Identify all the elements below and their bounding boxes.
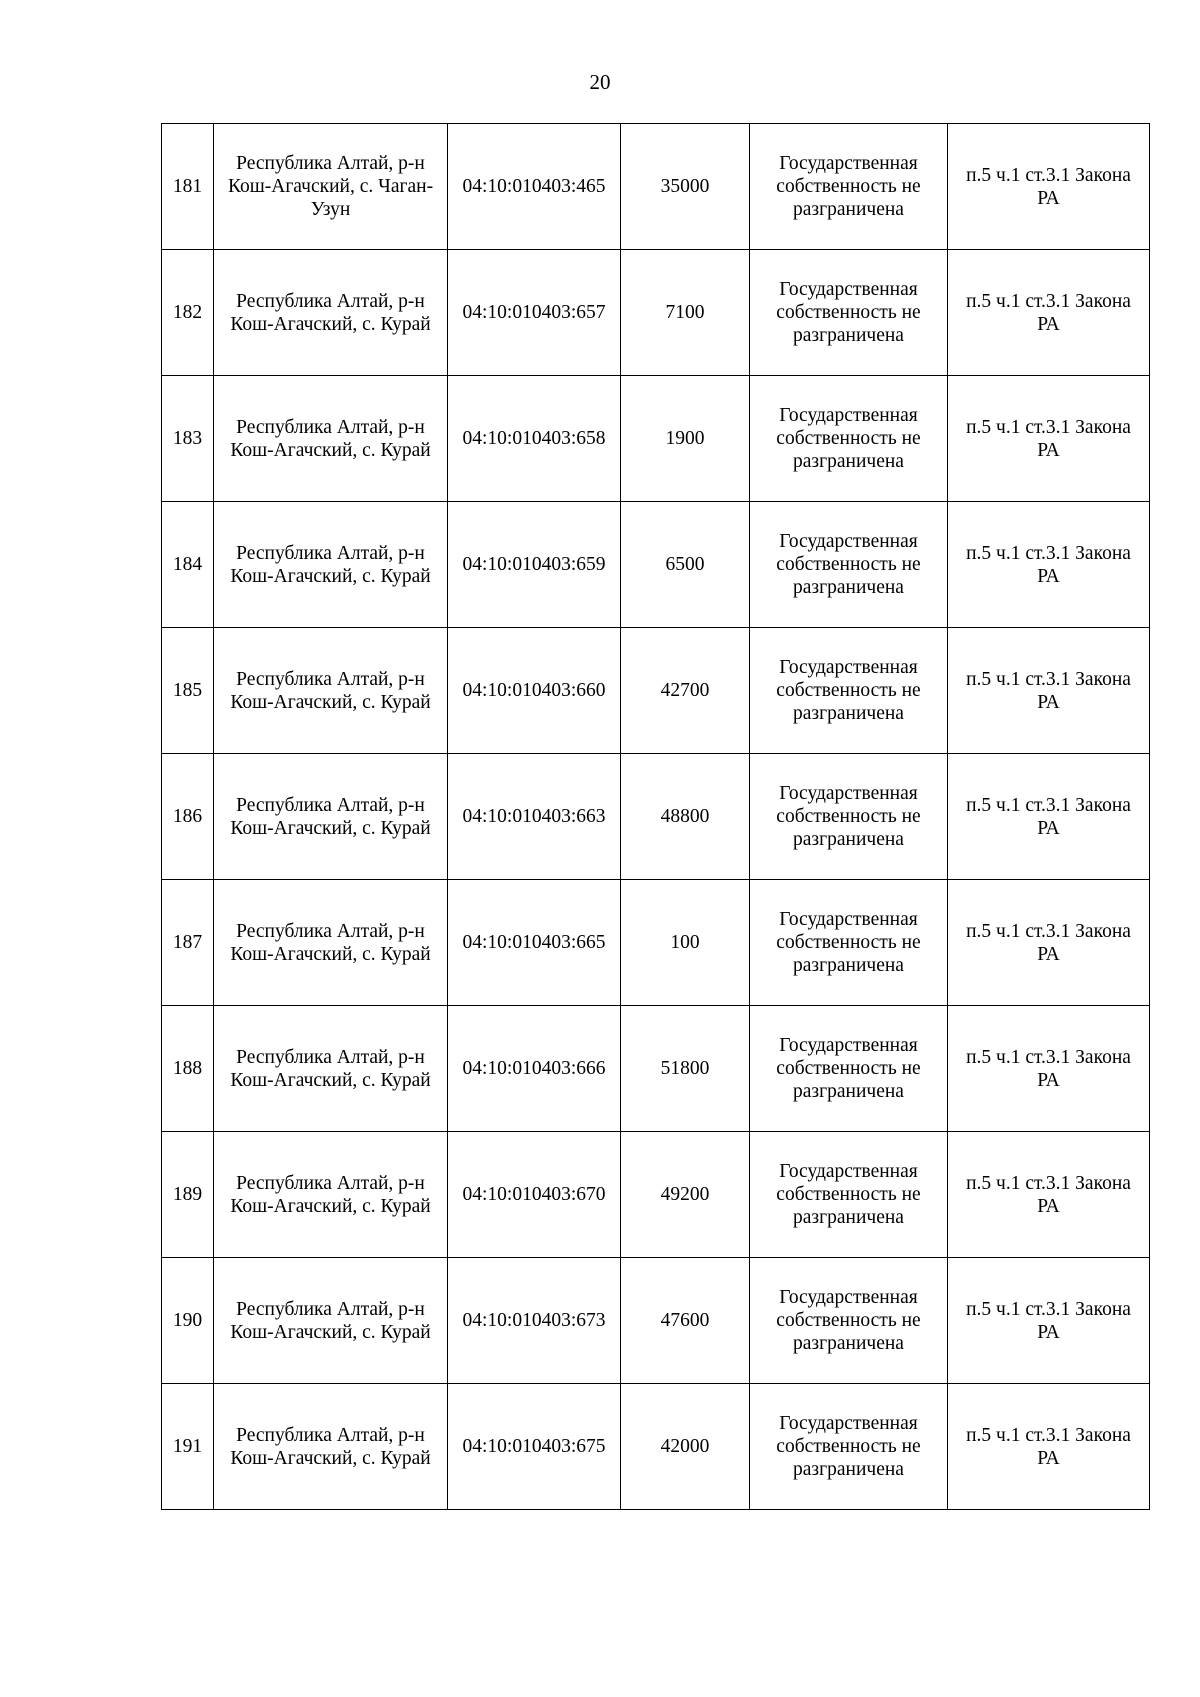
cell-area: 6500 (621, 502, 750, 628)
cell-cadastral-number: 04:10:010403:660 (448, 628, 621, 754)
cell-address: Республика Алтай, р-н Кош-Агачский, с. Курай (214, 1384, 448, 1510)
cell-area: 7100 (621, 250, 750, 376)
cell-address: Республика Алтай, р-н Кош-Агачский, с. Курай (214, 502, 448, 628)
cell-ownership: Государственная собственность не разграничена (750, 1258, 948, 1384)
cell-number: 183 (162, 376, 214, 502)
cell-number: 189 (162, 1132, 214, 1258)
cell-area: 35000 (621, 124, 750, 250)
cell-address: Республика Алтай, р-н Кош-Агачский, с. Курай (214, 376, 448, 502)
cell-number: 186 (162, 754, 214, 880)
cell-ownership: Государственная собственность не разграничена (750, 1132, 948, 1258)
table-row (162, 502, 1150, 628)
cell-cadastral-number: 04:10:010403:658 (448, 376, 621, 502)
cell-legal-basis: п.5 ч.1 ст.3.1 Закона РА (948, 250, 1150, 376)
land-plots-table (161, 123, 1150, 1510)
cell-legal-basis: п.5 ч.1 ст.3.1 Закона РА (948, 1006, 1150, 1132)
table-row (162, 124, 1150, 250)
cell-address: Республика Алтай, р-н Кош-Агачский, с. Курай (214, 880, 448, 1006)
cell-cadastral-number: 04:10:010403:675 (448, 1384, 621, 1510)
cell-legal-basis: п.5 ч.1 ст.3.1 Закона РА (948, 124, 1150, 250)
cell-cadastral-number: 04:10:010403:663 (448, 754, 621, 880)
cell-area: 42000 (621, 1384, 750, 1510)
table-row (162, 1384, 1150, 1510)
cell-number: 191 (162, 1384, 214, 1510)
cell-area: 47600 (621, 1258, 750, 1384)
cell-legal-basis: п.5 ч.1 ст.3.1 Закона РА (948, 502, 1150, 628)
table-row (162, 628, 1150, 754)
cell-legal-basis: п.5 ч.1 ст.3.1 Закона РА (948, 376, 1150, 502)
cell-address: Республика Алтай, р-н Кош-Агачский, с. Курай (214, 250, 448, 376)
cell-number: 190 (162, 1258, 214, 1384)
cell-area: 49200 (621, 1132, 750, 1258)
cell-area: 51800 (621, 1006, 750, 1132)
cell-ownership: Государственная собственность не разграничена (750, 124, 948, 250)
cell-number: 185 (162, 628, 214, 754)
cell-cadastral-number: 04:10:010403:657 (448, 250, 621, 376)
cell-ownership: Государственная собственность не разграничена (750, 376, 948, 502)
cell-address: Республика Алтай, р-н Кош-Агачский, с. Курай (214, 1006, 448, 1132)
cell-legal-basis: п.5 ч.1 ст.3.1 Закона РА (948, 754, 1150, 880)
cell-number: 182 (162, 250, 214, 376)
cell-legal-basis: п.5 ч.1 ст.3.1 Закона РА (948, 1258, 1150, 1384)
cell-address: Республика Алтай, р-н Кош-Агачский, с. Чаган-Узун (214, 124, 448, 250)
cell-number: 181 (162, 124, 214, 250)
cell-cadastral-number: 04:10:010403:665 (448, 880, 621, 1006)
table-row (162, 1132, 1150, 1258)
table-body (162, 124, 1150, 1510)
cell-address: Республика Алтай, р-н Кош-Агачский, с. Курай (214, 1258, 448, 1384)
table-row (162, 880, 1150, 1006)
cell-address: Республика Алтай, р-н Кош-Агачский, с. Курай (214, 754, 448, 880)
cell-ownership: Государственная собственность не разграничена (750, 1006, 948, 1132)
table-row (162, 1006, 1150, 1132)
cell-ownership: Государственная собственность не разграничена (750, 250, 948, 376)
cell-cadastral-number: 04:10:010403:670 (448, 1132, 621, 1258)
cell-cadastral-number: 04:10:010403:659 (448, 502, 621, 628)
cell-ownership: Государственная собственность не разграничена (750, 502, 948, 628)
cell-legal-basis: п.5 ч.1 ст.3.1 Закона РА (948, 628, 1150, 754)
cell-area: 48800 (621, 754, 750, 880)
cell-number: 184 (162, 502, 214, 628)
cell-area: 42700 (621, 628, 750, 754)
cell-area: 1900 (621, 376, 750, 502)
cell-number: 187 (162, 880, 214, 1006)
cell-legal-basis: п.5 ч.1 ст.3.1 Закона РА (948, 1384, 1150, 1510)
cell-address: Республика Алтай, р-н Кош-Агачский, с. Курай (214, 628, 448, 754)
cell-cadastral-number: 04:10:010403:465 (448, 124, 621, 250)
cell-cadastral-number: 04:10:010403:666 (448, 1006, 621, 1132)
cell-legal-basis: п.5 ч.1 ст.3.1 Закона РА (948, 1132, 1150, 1258)
cell-number: 188 (162, 1006, 214, 1132)
table-row (162, 1258, 1150, 1384)
cell-legal-basis: п.5 ч.1 ст.3.1 Закона РА (948, 880, 1150, 1006)
cell-address: Республика Алтай, р-н Кош-Агачский, с. Курай (214, 1132, 448, 1258)
cell-ownership: Государственная собственность не разграничена (750, 1384, 948, 1510)
page-number: 20 (589, 70, 611, 94)
cell-cadastral-number: 04:10:010403:673 (448, 1258, 621, 1384)
table-row (162, 250, 1150, 376)
cell-ownership: Государственная собственность не разграничена (750, 628, 948, 754)
table-row (162, 754, 1150, 880)
cell-ownership: Государственная собственность не разграничена (750, 754, 948, 880)
cell-area: 100 (621, 880, 750, 1006)
cell-ownership: Государственная собственность не разграничена (750, 880, 948, 1006)
table-row (162, 376, 1150, 502)
